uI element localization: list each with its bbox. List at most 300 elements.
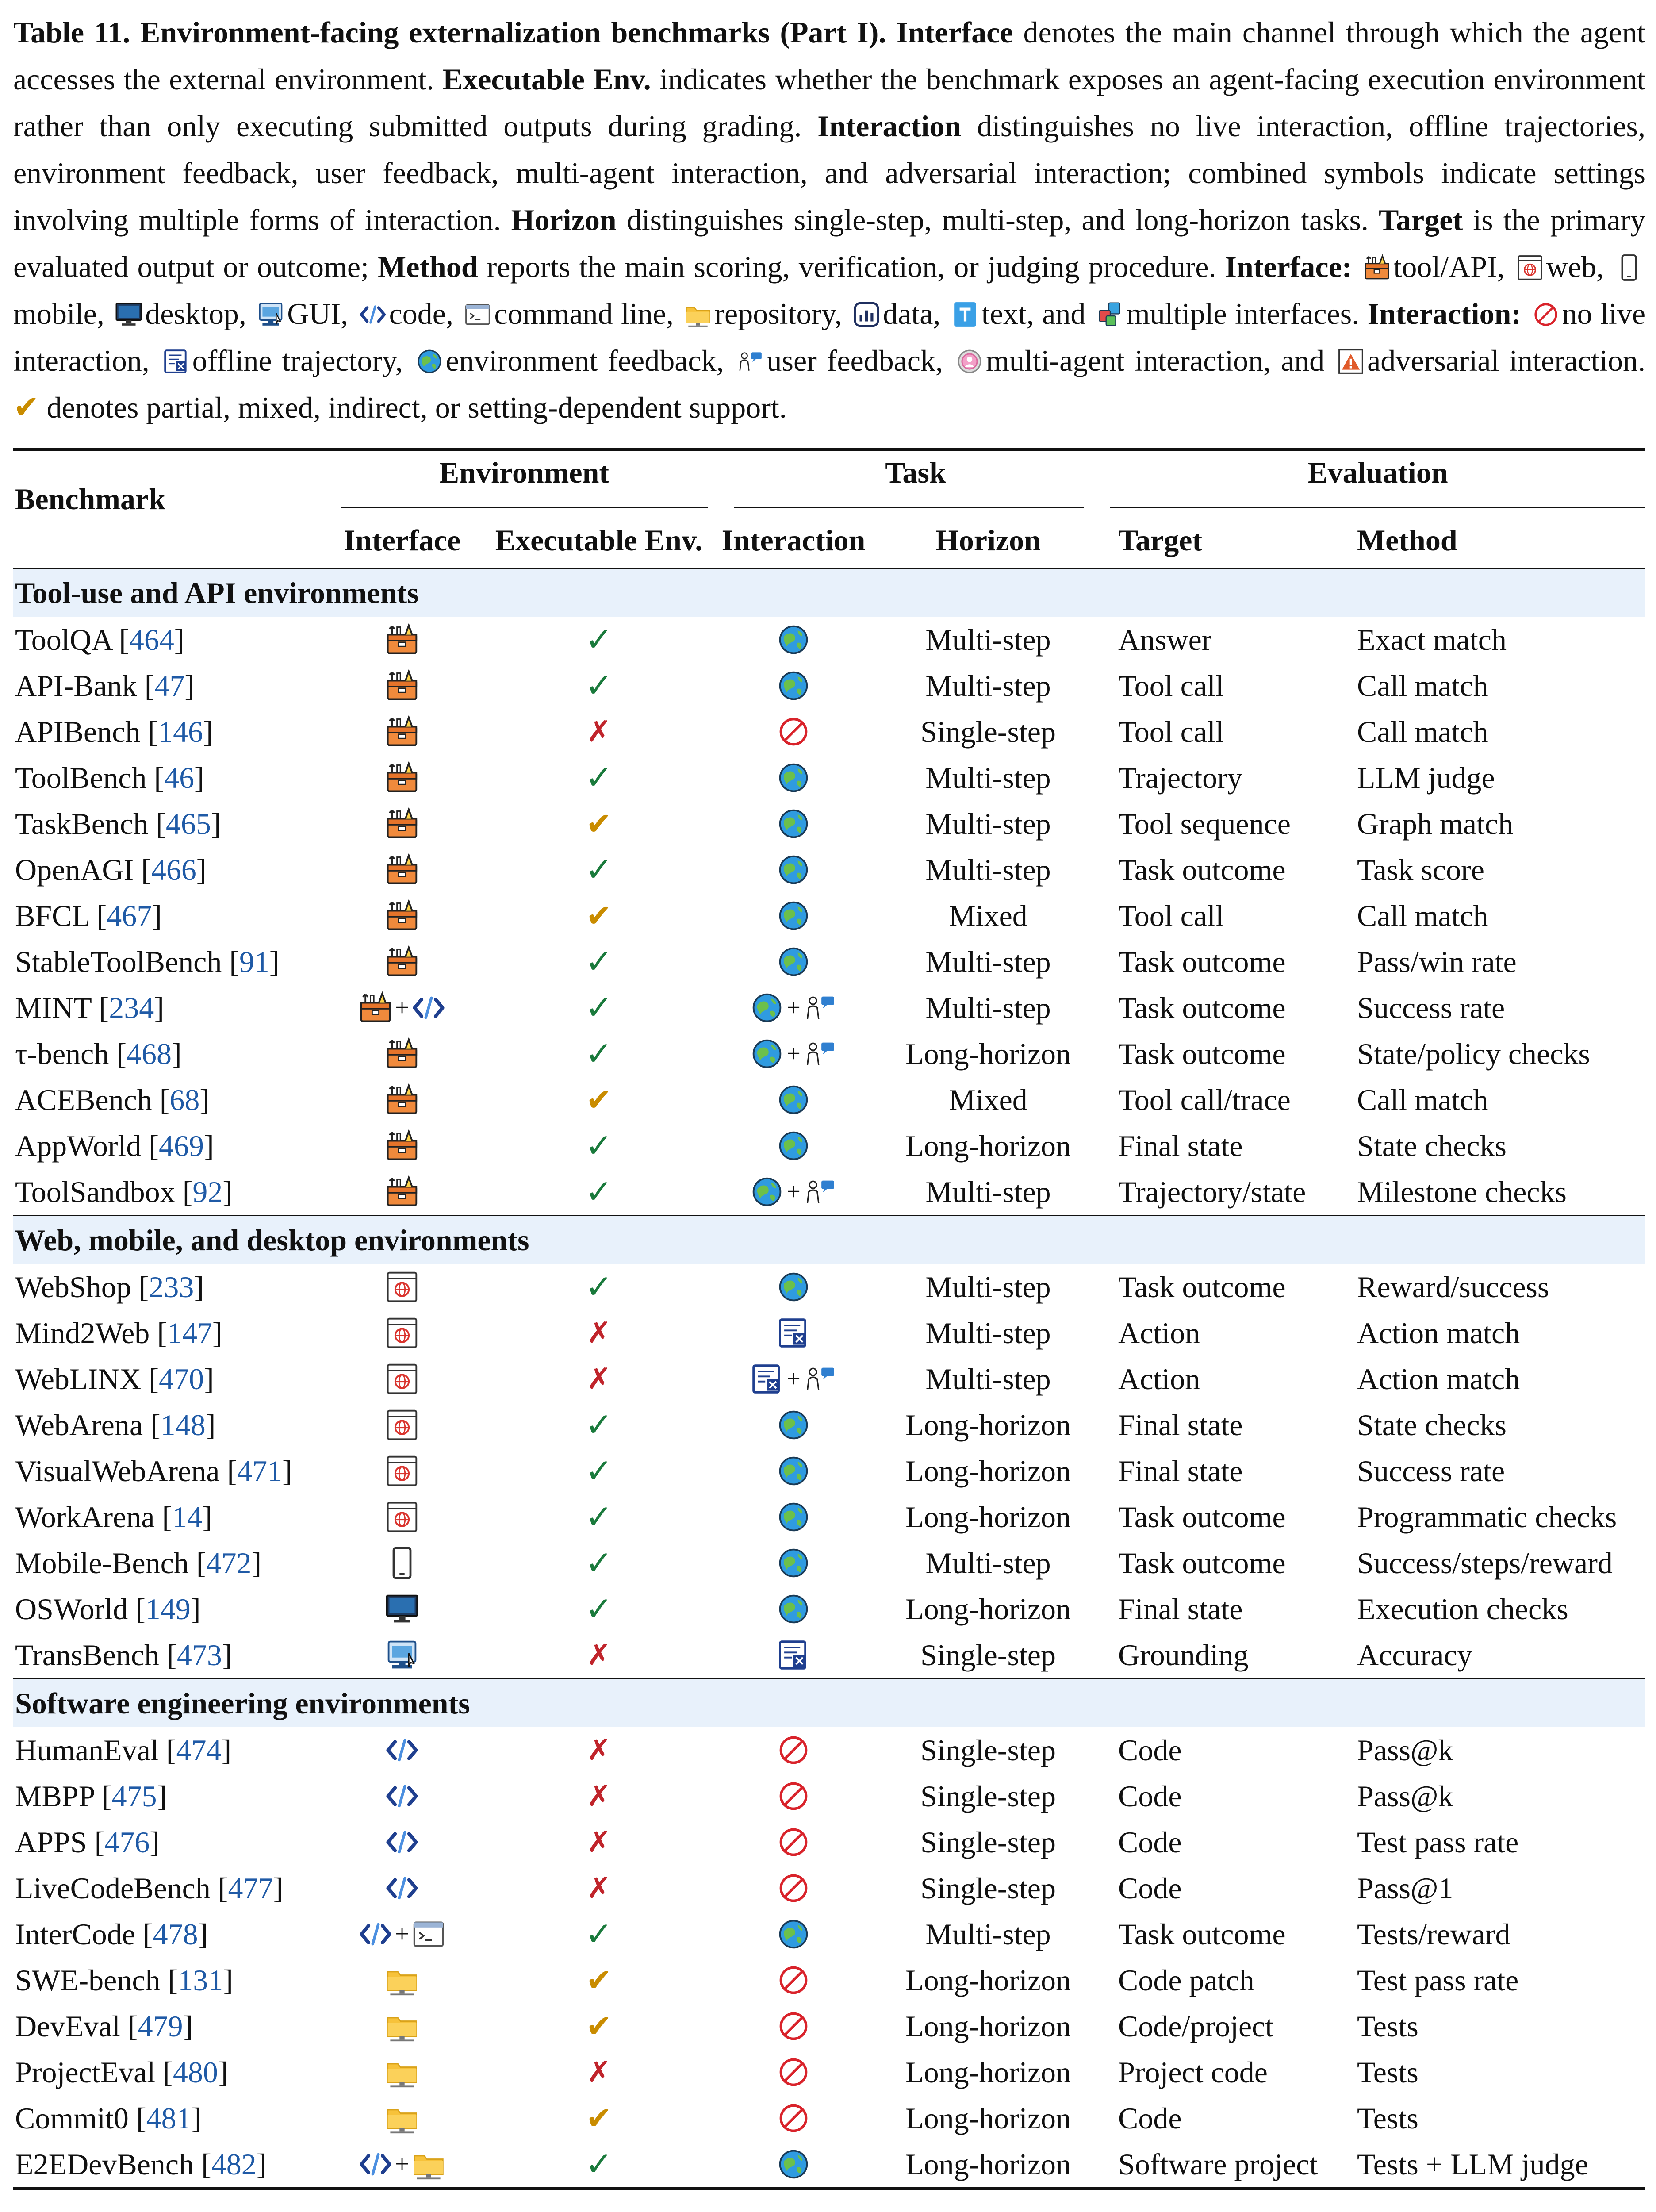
environment-feedback-icon <box>777 853 810 887</box>
offline-trajectory-icon <box>777 1638 810 1672</box>
table-row <box>13 1356 1645 1402</box>
check-mark: ✓ <box>585 760 613 796</box>
horizon-cell: Long-horizon <box>905 2055 1071 2089</box>
target-cell: Task outcome <box>1118 1500 1286 1534</box>
interaction-cell <box>723 1129 864 1163</box>
interface-cell <box>329 1083 475 1117</box>
table-row <box>13 1123 1645 1169</box>
tool-icon <box>385 853 419 887</box>
header-column-row <box>13 513 1645 568</box>
interaction-cell <box>723 945 864 979</box>
header-horizon: Horizon <box>935 523 1041 557</box>
benchmark-name: BFCL <box>15 899 89 933</box>
citation-link[interactable]: 480 <box>172 2055 218 2089</box>
citation-link[interactable]: 92 <box>192 1175 223 1209</box>
page <box>13 9 1645 2190</box>
target-cell: Task outcome <box>1118 945 1286 979</box>
web-icon <box>385 1454 419 1488</box>
repository-icon <box>412 2147 445 2181</box>
method-cell: Tests <box>1357 2101 1418 2135</box>
benchmark-name: LiveCodeBench <box>15 1871 211 1905</box>
method-cell: Call match <box>1357 714 1488 749</box>
table-row <box>13 1494 1645 1540</box>
interface-cell <box>329 761 475 795</box>
benchmark-name: Mind2Web <box>15 1316 150 1350</box>
environment-feedback-icon <box>777 1592 810 1626</box>
benchmark-cell: ToolQA [464] <box>15 622 184 657</box>
executable-cell <box>475 2008 723 2045</box>
check-mark: ✓ <box>585 1916 613 1953</box>
benchmark-name: MBPP <box>15 1779 94 1813</box>
target-cell: Final state <box>1118 1454 1243 1488</box>
benchmark-name: SWE-bench <box>15 1963 161 1997</box>
target-cell: Tool call <box>1118 668 1224 703</box>
interaction-cell <box>723 1270 864 1304</box>
executable-cell <box>475 2055 723 2089</box>
environment-feedback-icon <box>777 623 810 657</box>
method-cell: Graph match <box>1357 806 1514 841</box>
citation-link[interactable]: 466 <box>151 853 196 887</box>
executable-cell <box>475 1127 723 1165</box>
repository-icon <box>385 2101 419 2135</box>
target-cell: Code <box>1118 1733 1182 1767</box>
citation-link[interactable]: 474 <box>176 1733 222 1767</box>
benchmark-name: Commit0 <box>15 2101 129 2135</box>
citation-link[interactable]: 91 <box>239 945 270 979</box>
benchmark-name: StableToolBench <box>15 945 222 979</box>
interface-cell <box>329 2055 475 2089</box>
environment-feedback-icon <box>777 1500 810 1534</box>
header-target: Target <box>1118 523 1203 557</box>
offline-trajectory-icon <box>777 1316 810 1350</box>
interaction-cell <box>723 1362 864 1396</box>
interaction-cell <box>723 1037 864 1071</box>
benchmark-cell: AppWorld [469] <box>15 1129 214 1163</box>
code-icon <box>359 1917 392 1951</box>
table-row <box>13 1031 1645 1077</box>
citation-link[interactable]: 469 <box>159 1129 204 1163</box>
target-cell: Task outcome <box>1118 1546 1286 1580</box>
plus-sign: + <box>786 1040 801 1068</box>
target-cell: Action <box>1118 1362 1200 1396</box>
citation-link[interactable]: 468 <box>126 1037 172 1071</box>
method-cell: Pass@1 <box>1357 1871 1453 1905</box>
horizon-cell: Long-horizon <box>905 1037 1071 1071</box>
executable-cell <box>475 759 723 797</box>
repository-icon <box>684 301 712 328</box>
benchmark-cell: TaskBench [465] <box>15 806 221 841</box>
target-cell: Action <box>1118 1316 1200 1350</box>
interaction-cell <box>723 623 864 657</box>
interaction-cell <box>723 1825 864 1859</box>
partial-mark: ✔ <box>586 807 612 841</box>
tool-icon <box>385 1083 419 1117</box>
citation-link[interactable]: 472 <box>206 1546 252 1580</box>
citation-link[interactable]: 47 <box>154 668 185 703</box>
partial-mark: ✔ <box>586 2009 612 2044</box>
no-interaction-icon <box>777 1871 810 1905</box>
method-cell: State checks <box>1357 1129 1506 1163</box>
interface-cell <box>329 1871 475 1905</box>
benchmark-cell: StableToolBench [91] <box>15 945 280 979</box>
interaction-cell <box>723 715 864 749</box>
citation-link[interactable]: 470 <box>158 1362 204 1396</box>
partial-mark: ✔ <box>586 2101 612 2136</box>
citation-link[interactable]: 147 <box>167 1316 212 1350</box>
interface-cell <box>329 1454 475 1488</box>
citation-link[interactable]: 478 <box>153 1917 198 1951</box>
target-cell: Answer <box>1118 622 1212 657</box>
cross-mark: ✗ <box>586 1317 611 1349</box>
method-cell: Call match <box>1357 668 1488 703</box>
environment-feedback-icon <box>750 1037 784 1071</box>
executable-cell <box>475 1035 723 1073</box>
horizon-cell: Long-horizon <box>905 1408 1071 1442</box>
method-cell: Tests <box>1357 2055 1418 2089</box>
code-icon <box>385 1733 419 1767</box>
interaction-cell <box>723 1175 864 1209</box>
target-cell: Code <box>1118 1825 1182 1859</box>
code-icon <box>359 2147 392 2181</box>
benchmark-cell: ACEBench [68] <box>15 1083 210 1117</box>
executable-cell <box>475 943 723 981</box>
offline-trajectory-icon <box>750 1362 784 1396</box>
check-mark: ✓ <box>585 1591 613 1628</box>
header-method: Method <box>1357 523 1457 557</box>
interaction-cell <box>723 853 864 887</box>
interface-cell <box>329 1500 475 1534</box>
executable-cell <box>475 1406 723 1444</box>
interaction-cell <box>723 761 864 795</box>
interface-cell <box>329 1175 475 1209</box>
header-task: Task <box>885 456 946 489</box>
citation-link[interactable]: 148 <box>160 1408 206 1442</box>
interaction-cell <box>723 1408 864 1442</box>
horizon-cell: Multi-step <box>925 1917 1051 1951</box>
horizon-cell: Multi-step <box>925 1316 1051 1350</box>
code-icon <box>359 301 387 328</box>
horizon-cell: Multi-step <box>925 853 1051 887</box>
method-cell: State/policy checks <box>1357 1037 1590 1071</box>
benchmark-cell: E2EDevBench [482] <box>15 2147 267 2181</box>
target-cell: Code <box>1118 1779 1182 1813</box>
horizon-cell: Mixed <box>949 1083 1027 1117</box>
benchmark-name: DevEval <box>15 2009 120 2043</box>
benchmark-cell: APIBench [146] <box>15 714 213 749</box>
table-row <box>13 1402 1645 1448</box>
citation-link[interactable]: 479 <box>138 2009 183 2043</box>
interface-cell <box>329 807 475 841</box>
benchmark-cell: WorkArena [14] <box>15 1500 212 1534</box>
plus-sign: + <box>786 994 801 1022</box>
executable-cell <box>475 1498 723 1536</box>
partial-mark: ✔ <box>586 1083 612 1118</box>
benchmark-name: WorkArena <box>15 1500 155 1534</box>
interaction-cell <box>723 1917 864 1951</box>
method-cell: Tests <box>1357 2009 1418 2043</box>
offline-trajectory-icon <box>162 348 190 375</box>
horizon-cell: Long-horizon <box>905 1454 1071 1488</box>
benchmark-cell: OSWorld [149] <box>15 1592 201 1626</box>
benchmark-cell: OpenAGI [466] <box>15 853 207 887</box>
section-heading: Software engineering environments <box>13 1679 1645 1727</box>
cross-mark: ✗ <box>586 2056 611 2089</box>
benchmark-cell: TransBench [473] <box>15 1638 232 1672</box>
horizon-cell: Single-step <box>920 1638 1056 1672</box>
text-icon <box>951 301 979 328</box>
interface-cell <box>329 1129 475 1163</box>
table-row <box>13 893 1645 939</box>
table-row <box>13 2095 1645 2141</box>
no-interaction-icon <box>777 2055 810 2089</box>
citation-link[interactable]: 68 <box>169 1083 200 1117</box>
method-cell: Task score <box>1357 853 1484 887</box>
cross-mark: ✗ <box>586 1734 611 1767</box>
code-icon <box>385 1871 419 1905</box>
benchmark-name: ToolQA <box>15 622 112 657</box>
benchmark-name: InterCode <box>15 1917 135 1951</box>
interface-cell <box>329 1316 475 1350</box>
citation-link[interactable]: 476 <box>104 1825 150 1859</box>
interface-cell <box>329 945 475 979</box>
interface-cell <box>329 1825 475 1859</box>
benchmark-cell: MINT [234] <box>15 991 164 1025</box>
check-mark: ✓ <box>585 944 613 980</box>
benchmark-name: ToolBench <box>15 760 147 795</box>
environment-feedback-icon <box>777 945 810 979</box>
method-cell: Programmatic checks <box>1357 1500 1617 1534</box>
cross-mark: ✗ <box>586 1363 611 1395</box>
method-cell: Success rate <box>1357 1454 1505 1488</box>
check-mark: ✓ <box>585 1407 613 1444</box>
method-cell: Success rate <box>1357 991 1505 1025</box>
environment-feedback-icon <box>777 2147 810 2181</box>
interface-cell <box>329 1362 475 1396</box>
horizon-cell: Multi-step <box>925 1270 1051 1304</box>
benchmark-name: AppWorld <box>15 1129 142 1163</box>
table-row <box>13 1727 1645 1773</box>
table-row <box>13 663 1645 709</box>
header-interaction: Interaction <box>721 523 866 557</box>
cross-mark: ✗ <box>586 1639 611 1671</box>
multiple-interfaces-icon <box>1096 301 1124 328</box>
interface-cell <box>329 1917 475 1951</box>
section-heading: Tool-use and API environments <box>13 569 1645 617</box>
benchmark-cell: SWE-bench [131] <box>15 1963 233 1997</box>
interface-cell <box>329 1408 475 1442</box>
benchmark-cell: APPS [476] <box>15 1825 160 1859</box>
benchmark-name: APIBench <box>15 714 141 749</box>
horizon-cell: Long-horizon <box>905 2101 1071 2135</box>
benchmark-cell: τ-bench [468] <box>15 1037 182 1071</box>
header-group-row <box>13 451 1645 516</box>
environment-feedback-icon <box>777 761 810 795</box>
command-line-icon <box>412 1917 445 1951</box>
target-cell: Task outcome <box>1118 1270 1286 1304</box>
interface-cell <box>329 853 475 887</box>
interface-cell <box>329 1733 475 1767</box>
target-cell: Task outcome <box>1118 991 1286 1025</box>
citation-link[interactable]: 465 <box>165 806 211 841</box>
benchmark-name: APPS <box>15 1825 87 1859</box>
table-row <box>13 2141 1645 2187</box>
interaction-cell <box>723 2101 864 2135</box>
target-cell: Code <box>1118 2101 1182 2135</box>
caption-label: Table 11. Environment-facing externalization benchmarks (Part I). <box>13 15 886 49</box>
tool-icon <box>385 1175 419 1209</box>
executable-cell <box>475 1962 723 1999</box>
repository-icon <box>385 1963 419 1997</box>
citation-link[interactable]: 146 <box>157 714 203 749</box>
citation-link[interactable]: 14 <box>172 1500 203 1534</box>
citation-link[interactable]: 482 <box>211 2147 257 2181</box>
benchmark-cell: WebArena [148] <box>15 1408 216 1442</box>
interface-cell <box>329 1963 475 1997</box>
benchmark-cell: WebLINX [470] <box>15 1362 214 1396</box>
tool-icon <box>385 945 419 979</box>
executable-cell <box>475 1316 723 1350</box>
executable-cell <box>475 1590 723 1628</box>
executable-cell <box>475 989 723 1027</box>
target-cell: Software project <box>1118 2147 1318 2181</box>
user-feedback-icon <box>803 1362 837 1396</box>
interface-cell <box>329 899 475 933</box>
citation-link[interactable]: 477 <box>228 1871 273 1905</box>
benchmark-cell: LiveCodeBench [477] <box>15 1871 284 1905</box>
executable-cell <box>475 1779 723 1813</box>
check-mark: ✓ <box>585 990 613 1026</box>
horizon-cell: Long-horizon <box>905 1500 1071 1534</box>
environment-feedback-icon <box>750 1175 784 1209</box>
check-mark: ✓ <box>585 1545 613 1582</box>
benchmark-cell: ToolBench [46] <box>15 760 204 795</box>
environment-feedback-icon <box>777 1270 810 1304</box>
table-row <box>13 2049 1645 2095</box>
environment-feedback-icon <box>777 1454 810 1488</box>
no-interaction-icon <box>777 2101 810 2135</box>
benchmark-table <box>13 448 1645 2190</box>
check-mark: ✓ <box>585 1269 613 1306</box>
interface-cell <box>329 991 475 1025</box>
gui-icon <box>385 1638 419 1672</box>
environment-feedback-icon <box>777 807 810 841</box>
target-cell: Tool call/trace <box>1118 1083 1291 1117</box>
tool-icon <box>385 1129 419 1163</box>
executable-cell <box>475 2145 723 2184</box>
partial-mark: ✔ <box>586 899 612 933</box>
table-row <box>13 1911 1645 1957</box>
method-cell: Pass@k <box>1357 1733 1453 1767</box>
interaction-cell <box>723 1500 864 1534</box>
citation-link[interactable]: 234 <box>109 991 154 1025</box>
no-interaction-icon <box>777 1779 810 1813</box>
method-cell: Pass/win rate <box>1357 945 1517 979</box>
target-cell: Final state <box>1118 1129 1243 1163</box>
user-feedback-icon <box>736 348 764 375</box>
citation-link[interactable]: 467 <box>107 899 152 933</box>
citation-link[interactable]: 131 <box>178 1963 223 1997</box>
citation-link[interactable]: 473 <box>176 1638 222 1672</box>
web-icon <box>385 1500 419 1534</box>
horizon-cell: Long-horizon <box>905 1129 1071 1163</box>
executable-cell <box>475 1362 723 1396</box>
method-cell: Action match <box>1357 1362 1520 1396</box>
table-row <box>13 939 1645 985</box>
benchmark-name: OpenAGI <box>15 853 134 887</box>
citation-link[interactable]: 46 <box>164 760 195 795</box>
header-interface: Interface <box>343 523 461 557</box>
table-body <box>13 569 1645 2187</box>
horizon-cell: Multi-step <box>925 945 1051 979</box>
plus-sign: + <box>395 994 409 1022</box>
method-cell: Call match <box>1357 899 1488 933</box>
no-interaction-icon <box>1532 301 1560 328</box>
horizon-cell: Mixed <box>949 899 1027 933</box>
interface-cell <box>329 2101 475 2135</box>
method-cell: Action match <box>1357 1316 1520 1350</box>
plus-sign: + <box>395 2151 409 2178</box>
horizon-cell: Long-horizon <box>905 2147 1071 2181</box>
executable-cell <box>475 1544 723 1582</box>
table-row <box>13 985 1645 1031</box>
user-feedback-icon <box>803 991 837 1025</box>
tool-icon <box>359 991 392 1025</box>
citation-link[interactable]: 471 <box>237 1454 283 1488</box>
cross-mark: ✗ <box>586 1826 611 1859</box>
benchmark-name: MINT <box>15 991 92 1025</box>
check-mark: ✓ <box>585 1174 613 1210</box>
method-cell: Test pass rate <box>1357 1963 1519 1997</box>
horizon-cell: Long-horizon <box>905 1963 1071 1997</box>
command-line-icon <box>464 301 491 328</box>
repository-icon <box>385 2009 419 2043</box>
benchmark-name: TransBench <box>15 1638 160 1672</box>
section-heading: Web, mobile, and desktop environments <box>13 1216 1645 1264</box>
citation-link[interactable]: 149 <box>145 1592 191 1626</box>
executable-cell <box>475 1871 723 1905</box>
check-mark: ✓ <box>585 1036 613 1072</box>
horizon-cell: Single-step <box>920 1779 1056 1813</box>
method-cell: State checks <box>1357 1408 1506 1442</box>
method-cell: Call match <box>1357 1083 1488 1117</box>
benchmark-cell: WebShop [233] <box>15 1270 204 1304</box>
citation-link[interactable]: 481 <box>146 2101 192 2135</box>
table-row <box>13 1586 1645 1632</box>
interaction-cell <box>723 807 864 841</box>
method-cell: Exact match <box>1357 622 1506 657</box>
executable-cell <box>475 2100 723 2137</box>
citation-link[interactable]: 475 <box>111 1779 157 1813</box>
method-cell: Execution checks <box>1357 1592 1568 1626</box>
gui-icon <box>257 301 284 328</box>
horizon-cell: Long-horizon <box>905 1592 1071 1626</box>
table-row <box>13 1957 1645 2003</box>
target-cell: Grounding <box>1118 1638 1249 1672</box>
benchmark-cell: Commit0 [481] <box>15 2101 202 2135</box>
citation-link[interactable]: 233 <box>149 1270 194 1304</box>
executable-cell <box>475 1452 723 1490</box>
citation-link[interactable]: 464 <box>129 622 174 657</box>
target-cell: Trajectory/state <box>1118 1175 1306 1209</box>
method-cell: LLM judge <box>1357 760 1495 795</box>
repository-icon <box>385 2055 419 2089</box>
interface-cell <box>329 1779 475 1813</box>
benchmark-cell: MBPP [475] <box>15 1779 167 1813</box>
table-row <box>13 1865 1645 1911</box>
benchmark-name: WebShop <box>15 1270 131 1304</box>
method-cell: Milestone checks <box>1357 1175 1567 1209</box>
table-row <box>13 1632 1645 1678</box>
